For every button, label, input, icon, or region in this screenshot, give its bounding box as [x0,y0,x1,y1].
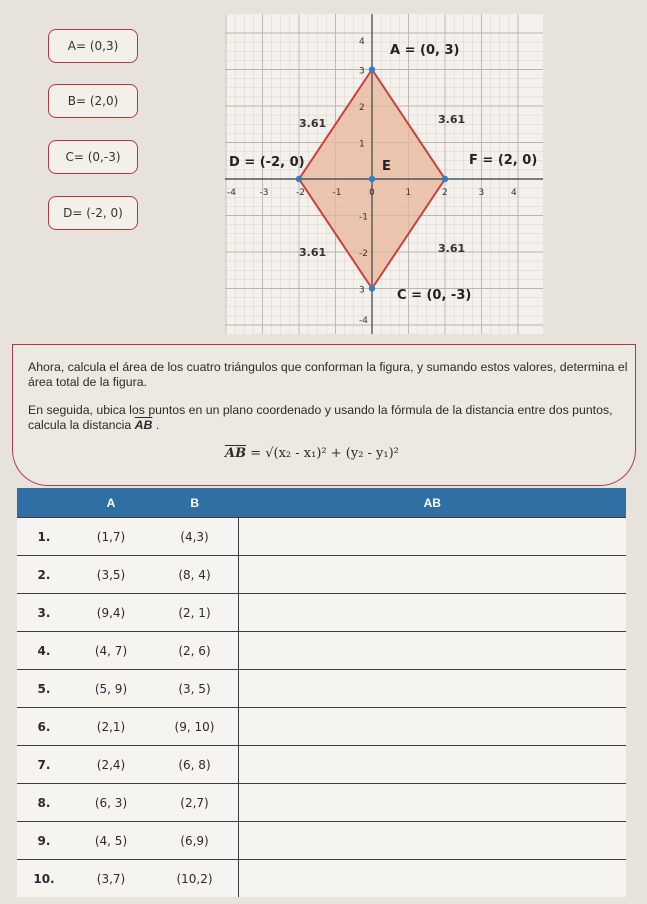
instruction-paragraph-2 [28,403,628,432]
point-a-cell: (3,7) [71,860,151,898]
y-tick-label: 2 [359,103,365,113]
point-a-cell: (1,7) [71,518,151,556]
row-index: 1. [17,518,71,556]
row-index: 3. [17,594,71,632]
x-tick-label: 0 [369,188,375,198]
side-length-dc: 3.61 [299,246,327,259]
table-row [17,594,626,632]
x-tick-label: -4 [227,188,236,198]
point-e-marker [369,176,375,182]
x-tick-label: -1 [332,188,342,198]
ab-answer-cell[interactable] [239,746,627,784]
x-tick-label: 1 [405,188,412,198]
ab-answer-cell[interactable] [239,860,627,898]
point-b-cell: (6, 8) [151,746,239,784]
point-d-box [48,196,138,230]
table-row [17,670,626,708]
point-b-cell: (8, 4) [151,556,239,594]
row-index: 7. [17,746,71,784]
formula-lhs: $\overline{AB}$ [225,446,247,461]
label-point-c: C = (0, -3) [397,288,472,303]
point-c-box [48,140,138,174]
row-index: 6. [17,708,71,746]
ab-answer-cell[interactable] [239,784,627,822]
point-a-cell: (2,1) [71,708,151,746]
point-b-cell: (2, 1) [151,594,239,632]
point-b-cell: (4,3) [151,518,239,556]
coordinate-plane [225,14,543,334]
side-length-cb: 3.61 [438,242,466,255]
table-row [17,518,626,556]
x-tick-label: 3 [478,188,485,198]
side-length-ad: 3.61 [299,117,327,130]
point-a-cell: (2,4) [71,746,151,784]
table-row [17,556,626,594]
ab-answer-cell[interactable] [239,556,627,594]
y-tick-label: -2 [359,249,368,259]
table-row [17,860,626,898]
label-point-a: A = (0, 3) [390,43,460,58]
table-row [17,632,626,670]
header-a: A [71,488,151,518]
table-row [17,708,626,746]
point-a-cell: (4, 5) [71,822,151,860]
point-a-cell: (9,4) [71,594,151,632]
table-row [17,784,626,822]
point-a-cell: (4, 7) [71,632,151,670]
ab-answer-cell[interactable] [239,708,627,746]
y-tick-label: 3 [359,66,365,77]
table-header-row [17,488,626,518]
point-b-box [48,84,138,118]
ab-answer-cell[interactable] [239,632,627,670]
header-index [17,488,71,518]
point-a-marker [369,66,375,72]
point-b-marker [442,176,448,182]
point-a-cell: (3,5) [71,556,151,594]
label-point-d: D = (-2, 0) [229,155,305,170]
point-c-marker [369,285,375,291]
x-tick-label: -3 [259,188,269,198]
x-tick-label: -2 [296,188,305,198]
row-index: 2. [17,556,71,594]
y-tick-label: 1 [359,139,365,150]
table-row [17,822,626,860]
segment-ab-inline: $\overline{AB}$ [134,417,153,432]
point-b-cell: (6,9) [151,822,239,860]
exercise-table [17,488,626,897]
label-point-e: E [382,159,391,174]
y-tick-label: -4 [359,316,368,326]
row-index: 9. [17,822,71,860]
point-a-label: A= (0,3) [67,39,119,53]
y-tick-label: 4 [359,37,365,47]
instruction-paragraph-2-end: . [152,417,160,432]
row-index: 4. [17,632,71,670]
y-tick-label: -1 [359,212,368,223]
ab-answer-cell[interactable] [239,594,627,632]
instruction-paragraph-2-text: En seguida, ubica los puntos en un plano coordenado y usando la fórmula de la distancia entre dos puntos, calcula la distancia [28,403,613,432]
side-length-ab: 3.61 [438,113,466,126]
point-c-label: C= (0,-3) [65,150,121,164]
instruction-paragraph-1: Ahora, calcula el área de los cuatro triángulos que conforman la figura, y sumando estos valores, determina el área total de la figura. [28,360,628,389]
point-d-marker [296,176,302,182]
table-row [17,746,626,784]
point-d-label: D= (-2, 0) [63,206,123,220]
ab-answer-cell[interactable] [239,670,627,708]
y-tick-label: 3 [359,285,365,296]
point-a-cell: (6, 3) [71,784,151,822]
formula-rhs: = √(x₂ - x₁)² + (y₂ - y₁)² [246,446,399,461]
point-b-cell: (2,7) [151,784,239,822]
row-index: 10. [17,860,71,898]
ab-answer-cell[interactable] [239,822,627,860]
distance-formula [225,446,399,461]
x-tick-label: 2 [442,188,448,198]
row-index: 5. [17,670,71,708]
row-index: 8. [17,784,71,822]
point-b-cell: (10,2) [151,860,239,898]
x-tick-label: 4 [511,188,517,198]
point-b-cell: (2, 6) [151,632,239,670]
point-a-box [48,29,138,63]
header-b: B [151,488,239,518]
label-point-f: F = (2, 0) [469,153,538,168]
point-b-cell: (9, 10) [151,708,239,746]
point-b-label: B= (2,0) [67,94,119,108]
header-ab: AB [239,488,627,518]
point-b-cell: (3, 5) [151,670,239,708]
point-a-cell: (5, 9) [71,670,151,708]
ab-answer-cell[interactable] [239,518,627,556]
